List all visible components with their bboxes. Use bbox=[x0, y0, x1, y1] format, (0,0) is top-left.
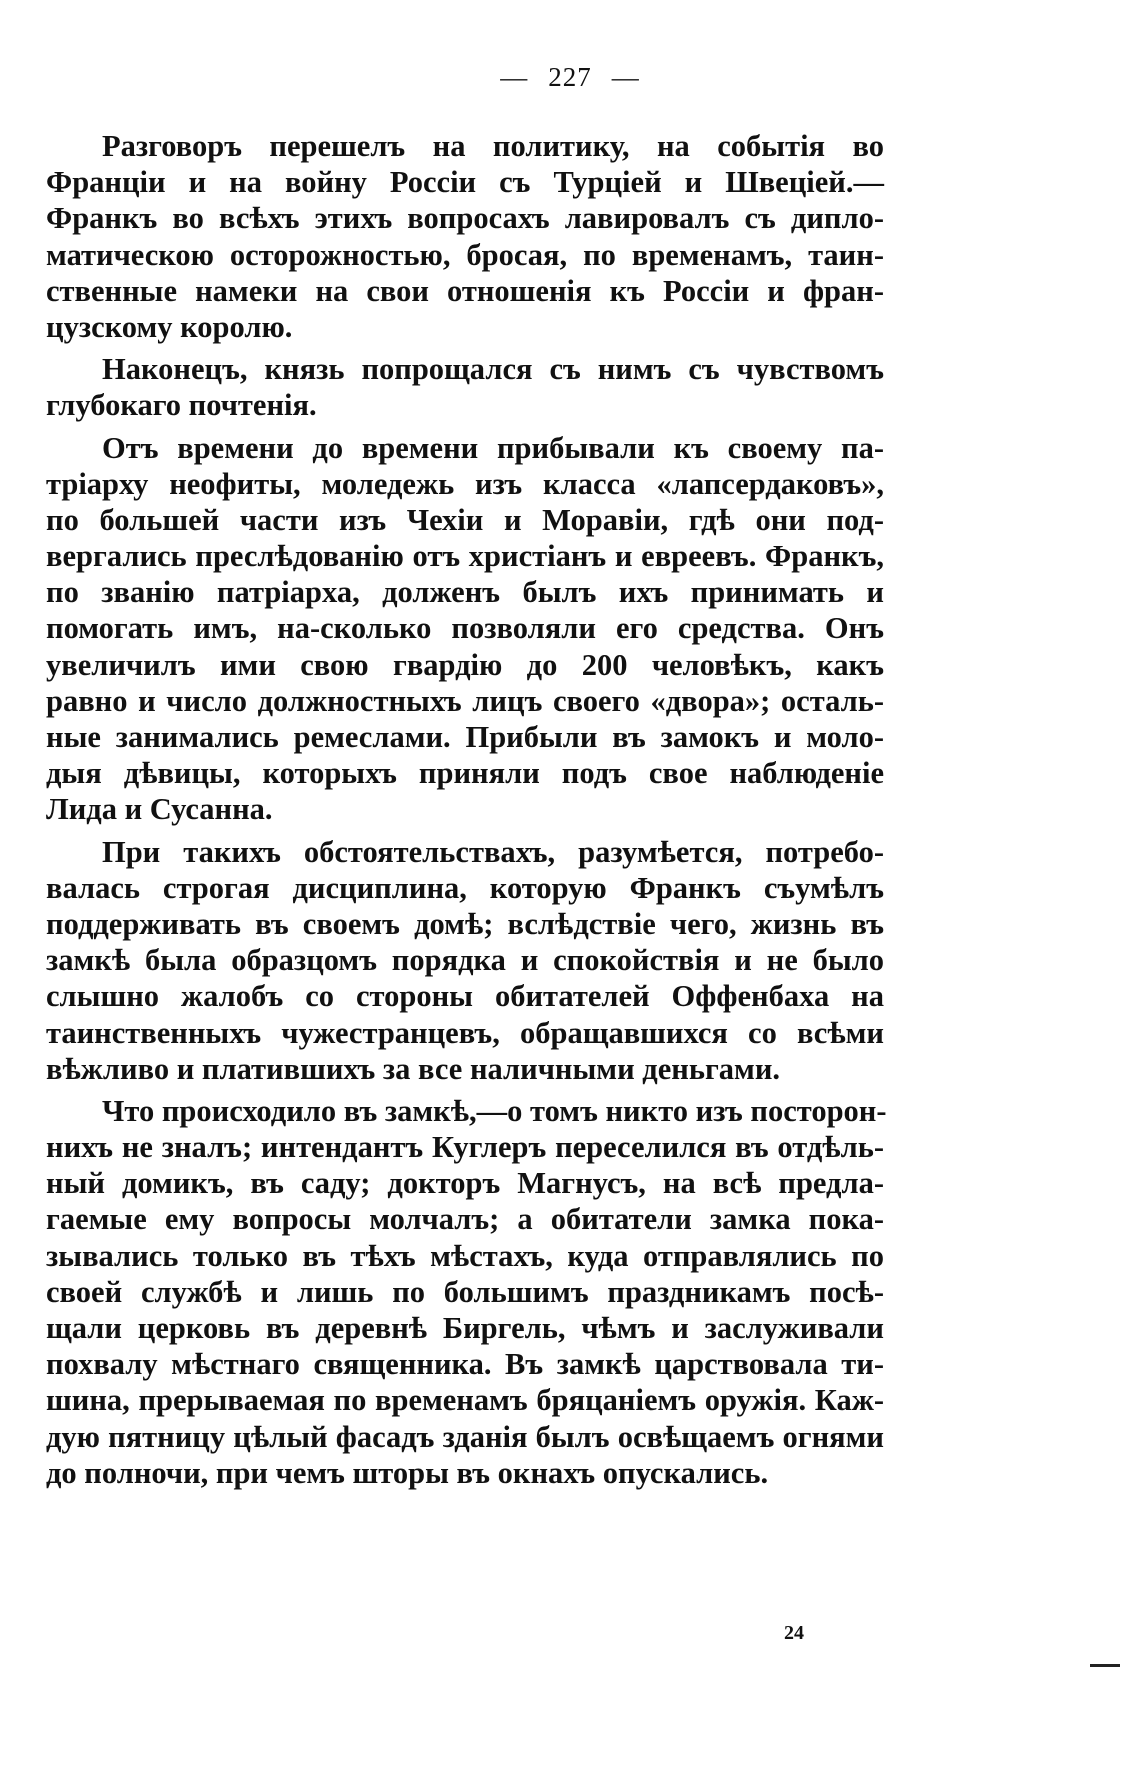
text-line: цузскому королю. bbox=[46, 309, 293, 344]
text-line: Франкъ во всѣхъ этихъ вопросахъ лавировалъ съ дипло- bbox=[46, 201, 884, 236]
text-line: ственные намеки на свои отношенія къ Россіи и фран- bbox=[46, 273, 884, 308]
text-line: поддерживать въ своемъ домѣ; вслѣдствіе чего, жизнь въ bbox=[46, 906, 884, 941]
text-line: дую пятницу цѣлый фасадъ зданія былъ освѣщаемъ огнями bbox=[46, 1419, 884, 1454]
text-line: щали церковь въ деревнѣ Биргель, чѣмъ и заслуживали bbox=[46, 1311, 884, 1345]
text-line: зывались только въ тѣхъ мѣстахъ, куда отправлялись по bbox=[46, 1238, 884, 1273]
text-line: Что происходило въ замкѣ,—о томъ никто изъ посторон- bbox=[102, 1093, 887, 1128]
text-line: матическою осторожностью, бросая, по временамъ, таин- bbox=[46, 237, 884, 272]
text-line: по званію патріарха, долженъ былъ ихъ принимать и bbox=[46, 575, 884, 610]
paragraph bbox=[46, 128, 884, 345]
text-line: нихъ не зналъ; интендантъ Куглеръ переселился въ отдѣль- bbox=[46, 1130, 884, 1165]
text-line: ный домикъ, въ саду; докторъ Магнусъ, на всѣ предла- bbox=[46, 1166, 884, 1201]
margin-mark bbox=[1090, 1664, 1120, 1667]
text-line: замкѣ была образцомъ порядка и спокойствія и не было bbox=[46, 943, 884, 978]
text-line: по большей части изъ Чехіи и Моравіи, гдѣ они под- bbox=[46, 502, 884, 537]
text-line: дыя дѣвицы, которыхъ приняли подъ свое наблюденіе bbox=[46, 756, 884, 791]
text-line: гаемые ему вопросы молчалъ; а обитатели замка пока- bbox=[46, 1202, 884, 1237]
text-line: помогать имъ, на-сколько позволяли его средства. Онъ bbox=[46, 611, 884, 646]
paragraph bbox=[46, 834, 884, 1087]
text-line: валась строгая дисциплина, которую Франкъ съумѣлъ bbox=[46, 870, 884, 905]
body-text bbox=[46, 128, 887, 1497]
page-number-header bbox=[0, 62, 1140, 93]
paragraph bbox=[46, 351, 884, 423]
text-line: тріарху неофиты, моледежь изъ класса «лапсердаковъ», bbox=[46, 466, 884, 501]
dash-right: — bbox=[611, 62, 640, 92]
text-line: вергались преслѣдованію отъ христіанъ и евреевъ. Франкъ, bbox=[46, 539, 884, 574]
text-line: глубокаго почтенія. bbox=[46, 388, 317, 423]
text-line: слышно жалобъ со стороны обитателей Оффенбаха на bbox=[46, 979, 884, 1014]
page-number: 227 bbox=[548, 62, 592, 92]
text-line: до полночи, при чемъ шторы въ окнахъ опускались. bbox=[46, 1455, 769, 1490]
text-line: Отъ времени до времени прибывали къ своему па- bbox=[102, 430, 884, 465]
paragraph bbox=[46, 1093, 887, 1491]
text-line: вѣжливо и платившихъ за все наличными деньгами. bbox=[46, 1051, 781, 1086]
text-line: ные занимались ремеслами. Прибыли въ замокъ и моло- bbox=[46, 720, 884, 754]
paragraph bbox=[46, 430, 884, 828]
text-line: Разговоръ перешелъ на политику, на событія во bbox=[102, 129, 884, 163]
text-line: Наконецъ, князь попрощался съ нимъ съ чувствомъ bbox=[102, 352, 884, 387]
text-line: При такихъ обстоятельствахъ, разумѣется, потребо- bbox=[102, 834, 884, 869]
dash-left: — bbox=[500, 62, 529, 92]
text-line: увеличилъ ими свою гвардію до 200 человѣкъ, какъ bbox=[46, 647, 884, 682]
text-line: шина, прерываемая по временамъ бряцаніемъ оружія. Каж- bbox=[46, 1383, 884, 1418]
text-line: своей службѣ и лишь по большимъ праздникамъ посѣ- bbox=[46, 1274, 884, 1309]
signature-mark: 24 bbox=[784, 1622, 804, 1644]
text-line: равно и число должностныхъ лицъ своего «двора»; осталь- bbox=[46, 683, 884, 718]
text-line: таинственныхъ чужестранцевъ, обращавшихся со всѣми bbox=[46, 1015, 884, 1050]
text-line: Лида и Сусанна. bbox=[46, 792, 273, 827]
text-line: похвалу мѣстнаго священника. Въ замкѣ царствовала ти- bbox=[46, 1347, 884, 1382]
text-line: Франціи и на войну Россіи съ Турціей и Швеціей.— bbox=[46, 165, 884, 200]
